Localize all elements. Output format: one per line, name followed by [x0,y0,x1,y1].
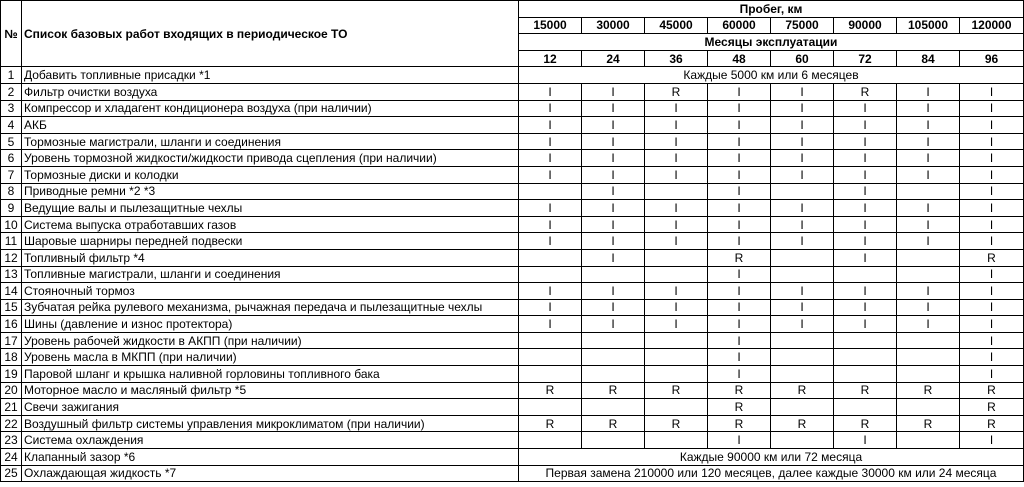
table-row [1,283,1024,300]
schedule-cell: I [834,249,897,266]
schedule-cell [645,332,708,349]
schedule-cell: I [960,233,1024,250]
schedule-cell [771,349,834,366]
schedule-cell: I [897,150,960,167]
schedule-cell [771,183,834,200]
schedule-cell: I [645,100,708,117]
months-header-cell: 24 [582,50,645,67]
mileage-header-cell: 120000 [960,17,1024,34]
work-item-name: Тормозные магистрали, шланги и соединения [22,133,519,150]
row-number: 8 [1,183,22,200]
schedule-cell: I [960,150,1024,167]
row-number: 24 [1,449,22,466]
table-row [1,83,1024,100]
schedule-cell: I [834,183,897,200]
mileage-header-cell: 105000 [897,17,960,34]
schedule-cell: I [771,150,834,167]
work-item-name: Ведущие валы и пылезащитные чехлы [22,200,519,217]
row-number: 21 [1,399,22,416]
schedule-cell: I [708,216,771,233]
row-number: 25 [1,465,22,482]
schedule-cell: R [645,83,708,100]
row-number: 12 [1,249,22,266]
work-item-name: Уровень масла в МКПП (при наличии) [22,349,519,366]
schedule-cell: R [771,415,834,432]
schedule-cell: I [960,366,1024,383]
schedule-cell: R [708,382,771,399]
schedule-cell [645,399,708,416]
work-item-name: Шаровые шарниры передней подвески [22,233,519,250]
table-row [1,366,1024,383]
schedule-cell: I [708,316,771,333]
schedule-cell: I [519,117,582,134]
row-number: 9 [1,200,22,217]
schedule-cell: R [708,415,771,432]
schedule-cell: I [708,200,771,217]
schedule-cell: I [834,432,897,449]
schedule-cell: I [897,100,960,117]
schedule-cell: I [582,183,645,200]
row-number: 7 [1,166,22,183]
schedule-cell: I [897,133,960,150]
schedule-cell: I [834,150,897,167]
schedule-cell: R [834,382,897,399]
work-list-column-header: Список базовых работ входящих в периодическое ТО [22,1,519,67]
table-header [1,1,1024,67]
schedule-cell [834,349,897,366]
schedule-cell: I [645,200,708,217]
schedule-cell [897,432,960,449]
schedule-cell: I [645,216,708,233]
schedule-cell: I [834,316,897,333]
interval-note: Каждые 90000 км или 72 месяца [519,449,1024,466]
schedule-cell: I [708,266,771,283]
mileage-header-cell: 45000 [645,17,708,34]
schedule-cell: R [960,415,1024,432]
number-column-header: № [1,1,22,67]
schedule-cell [771,332,834,349]
schedule-cell: I [708,366,771,383]
schedule-cell [519,432,582,449]
schedule-cell: I [519,83,582,100]
schedule-cell: I [960,283,1024,300]
schedule-cell [645,266,708,283]
schedule-cell: I [582,150,645,167]
mileage-header-cell: 75000 [771,17,834,34]
schedule-cell: I [897,200,960,217]
row-number: 13 [1,266,22,283]
work-item-name: Топливные магистрали, шланги и соединения [22,266,519,283]
schedule-cell: I [582,83,645,100]
schedule-cell: I [771,299,834,316]
schedule-cell: I [897,166,960,183]
schedule-cell: I [834,216,897,233]
schedule-cell [771,249,834,266]
schedule-cell: I [582,299,645,316]
work-item-name: Шины (давление и износ протектора) [22,316,519,333]
schedule-cell: I [708,166,771,183]
schedule-cell: I [834,100,897,117]
schedule-cell [582,366,645,383]
schedule-cell [645,366,708,383]
schedule-cell: I [645,316,708,333]
schedule-cell: I [771,283,834,300]
schedule-cell: I [645,133,708,150]
schedule-cell: I [834,133,897,150]
work-item-name: Воздушный фильтр системы управления микроклиматом (при наличии) [22,415,519,432]
work-item-name: Система охлаждения [22,432,519,449]
schedule-cell [897,266,960,283]
work-item-name: Компрессор и хладагент кондиционера воздуха (при наличии) [22,100,519,117]
schedule-cell: I [645,117,708,134]
row-number: 20 [1,382,22,399]
schedule-cell: I [708,233,771,250]
schedule-cell: R [708,249,771,266]
schedule-cell: I [960,332,1024,349]
row-number: 6 [1,150,22,167]
schedule-cell: I [960,133,1024,150]
schedule-cell: R [645,382,708,399]
table-row [1,316,1024,333]
schedule-cell: I [708,299,771,316]
schedule-cell: I [582,100,645,117]
schedule-cell [897,183,960,200]
schedule-cell: I [708,133,771,150]
schedule-cell: I [519,150,582,167]
schedule-cell [771,432,834,449]
schedule-cell [519,183,582,200]
schedule-cell [519,349,582,366]
schedule-cell: I [519,200,582,217]
schedule-cell: I [519,283,582,300]
interval-note: Каждые 5000 км или 6 месяцев [519,67,1024,84]
schedule-cell: R [582,382,645,399]
row-number: 14 [1,283,22,300]
schedule-cell: I [960,299,1024,316]
mileage-group-header: Пробег, км [519,1,1024,18]
row-number: 19 [1,366,22,383]
work-item-name: Свечи зажигания [22,399,519,416]
work-item-name: Зубчатая рейка рулевого механизма, рычажная передача и пылезащитные чехлы [22,299,519,316]
schedule-cell: I [834,117,897,134]
schedule-cell: I [960,316,1024,333]
schedule-cell: I [519,299,582,316]
table-row [1,432,1024,449]
schedule-cell [582,432,645,449]
schedule-cell: I [960,432,1024,449]
schedule-cell: I [960,100,1024,117]
schedule-cell: R [834,83,897,100]
work-item-name: Паровой шланг и крышка наливной горловины топливного бака [22,366,519,383]
schedule-cell: I [708,183,771,200]
mileage-header-cell: 15000 [519,17,582,34]
schedule-cell: I [771,133,834,150]
schedule-cell: I [897,316,960,333]
row-number: 10 [1,216,22,233]
table-row [1,200,1024,217]
schedule-cell: R [960,399,1024,416]
schedule-cell: R [960,249,1024,266]
schedule-cell: I [960,83,1024,100]
schedule-cell: I [519,233,582,250]
schedule-cell: I [582,233,645,250]
row-number: 15 [1,299,22,316]
schedule-cell: R [897,382,960,399]
schedule-cell: I [897,233,960,250]
schedule-cell [519,399,582,416]
schedule-cell: I [897,299,960,316]
schedule-cell: I [771,316,834,333]
table-row [1,67,1024,84]
schedule-cell [771,366,834,383]
table-row [1,349,1024,366]
schedule-cell: I [771,166,834,183]
work-item-name: Клапанный зазор *6 [22,449,519,466]
work-item-name: Система выпуска отработавших газов [22,216,519,233]
schedule-cell: I [582,133,645,150]
schedule-cell: I [834,299,897,316]
schedule-cell: I [582,200,645,217]
schedule-cell: I [582,283,645,300]
table-row [1,382,1024,399]
schedule-cell: I [897,283,960,300]
schedule-cell [582,266,645,283]
work-item-name: Охлаждающая жидкость *7 [22,465,519,482]
schedule-cell: I [897,216,960,233]
months-header-cell: 84 [897,50,960,67]
schedule-cell: I [960,349,1024,366]
schedule-cell [519,266,582,283]
schedule-cell [897,399,960,416]
schedule-cell: I [708,432,771,449]
schedule-cell [834,332,897,349]
schedule-cell [519,366,582,383]
schedule-cell [519,249,582,266]
schedule-cell: I [645,233,708,250]
schedule-cell: I [582,117,645,134]
work-item-name: Моторное масло и масляный фильтр *5 [22,382,519,399]
schedule-cell [834,399,897,416]
schedule-cell: I [771,216,834,233]
schedule-cell: I [834,166,897,183]
schedule-cell: I [834,200,897,217]
schedule-cell [897,366,960,383]
schedule-cell: I [519,166,582,183]
months-header-cell: 36 [645,50,708,67]
table-row [1,100,1024,117]
table-row [1,465,1024,482]
schedule-cell: R [834,415,897,432]
schedule-cell: I [582,166,645,183]
schedule-cell: I [708,332,771,349]
schedule-cell: I [834,233,897,250]
schedule-cell: I [960,183,1024,200]
schedule-cell: I [897,117,960,134]
schedule-cell [834,366,897,383]
table-row [1,399,1024,416]
table-row [1,117,1024,134]
table-row [1,249,1024,266]
schedule-cell: I [960,200,1024,217]
mileage-header-cell: 90000 [834,17,897,34]
schedule-cell: I [708,117,771,134]
work-item-name: Добавить топливные присадки *1 [22,67,519,84]
schedule-cell: I [708,83,771,100]
work-item-name: Фильтр очистки воздуха [22,83,519,100]
schedule-cell [582,349,645,366]
months-header-cell: 12 [519,50,582,67]
schedule-cell [645,183,708,200]
row-number: 16 [1,316,22,333]
schedule-cell: R [771,382,834,399]
table-row [1,183,1024,200]
schedule-cell: I [519,316,582,333]
schedule-cell: I [708,100,771,117]
work-item-name: Уровень тормозной жидкости/жидкости привода сцепления (при наличии) [22,150,519,167]
schedule-cell: I [771,233,834,250]
table-row [1,166,1024,183]
schedule-cell [771,266,834,283]
row-number: 22 [1,415,22,432]
schedule-cell [897,249,960,266]
schedule-cell: I [834,283,897,300]
schedule-cell: I [645,166,708,183]
schedule-cell [771,399,834,416]
schedule-cell: R [519,415,582,432]
row-number: 3 [1,100,22,117]
row-number: 4 [1,117,22,134]
schedule-cell: I [771,83,834,100]
row-number: 23 [1,432,22,449]
mileage-header-cell: 30000 [582,17,645,34]
schedule-cell: I [582,249,645,266]
schedule-cell [645,432,708,449]
table-row [1,266,1024,283]
schedule-cell: I [960,216,1024,233]
schedule-cell: I [645,283,708,300]
mileage-header-cell: 60000 [708,17,771,34]
months-header-cell: 60 [771,50,834,67]
schedule-cell [582,332,645,349]
schedule-cell: I [771,100,834,117]
schedule-cell: I [519,216,582,233]
schedule-cell: I [519,133,582,150]
work-item-name: Топливный фильтр *4 [22,249,519,266]
schedule-cell [645,249,708,266]
schedule-cell: R [582,415,645,432]
work-item-name: АКБ [22,117,519,134]
table-row [1,150,1024,167]
row-number: 1 [1,67,22,84]
row-number: 2 [1,83,22,100]
table-row [1,233,1024,250]
work-item-name: Стояночный тормоз [22,283,519,300]
schedule-cell: R [645,415,708,432]
months-header-cell: 48 [708,50,771,67]
schedule-cell: I [960,166,1024,183]
table-row [1,449,1024,466]
schedule-cell: I [771,200,834,217]
schedule-cell: I [708,150,771,167]
table-body [1,67,1024,482]
table-row [1,299,1024,316]
schedule-cell: I [582,316,645,333]
schedule-cell: I [960,117,1024,134]
schedule-cell: I [582,216,645,233]
row-number: 17 [1,332,22,349]
table-row [1,133,1024,150]
schedule-cell: I [519,100,582,117]
schedule-cell: I [708,349,771,366]
schedule-cell: R [519,382,582,399]
schedule-cell: I [960,266,1024,283]
schedule-cell [834,266,897,283]
schedule-cell [897,349,960,366]
row-number: 11 [1,233,22,250]
schedule-cell: I [645,150,708,167]
schedule-cell: I [897,83,960,100]
schedule-cell: I [645,299,708,316]
schedule-cell [897,332,960,349]
work-item-name: Уровень рабочей жидкости в АКПП (при наличии) [22,332,519,349]
schedule-cell [519,332,582,349]
schedule-cell [582,399,645,416]
work-item-name: Тормозные диски и колодки [22,166,519,183]
interval-note: Первая замена 210000 или 120 месяцев, далее каждые 30000 км или 24 месяца [519,465,1024,482]
months-header-cell: 96 [960,50,1024,67]
months-group-header: Месяцы эксплуатации [519,34,1024,51]
work-item-name: Приводные ремни *2 *3 [22,183,519,200]
schedule-cell: R [960,382,1024,399]
schedule-cell: R [708,399,771,416]
row-number: 5 [1,133,22,150]
table-row [1,415,1024,432]
table-row [1,216,1024,233]
schedule-cell: I [771,117,834,134]
schedule-cell [645,349,708,366]
table-row [1,332,1024,349]
schedule-cell: I [708,283,771,300]
schedule-cell: R [897,415,960,432]
row-number: 18 [1,349,22,366]
months-header-cell: 72 [834,50,897,67]
